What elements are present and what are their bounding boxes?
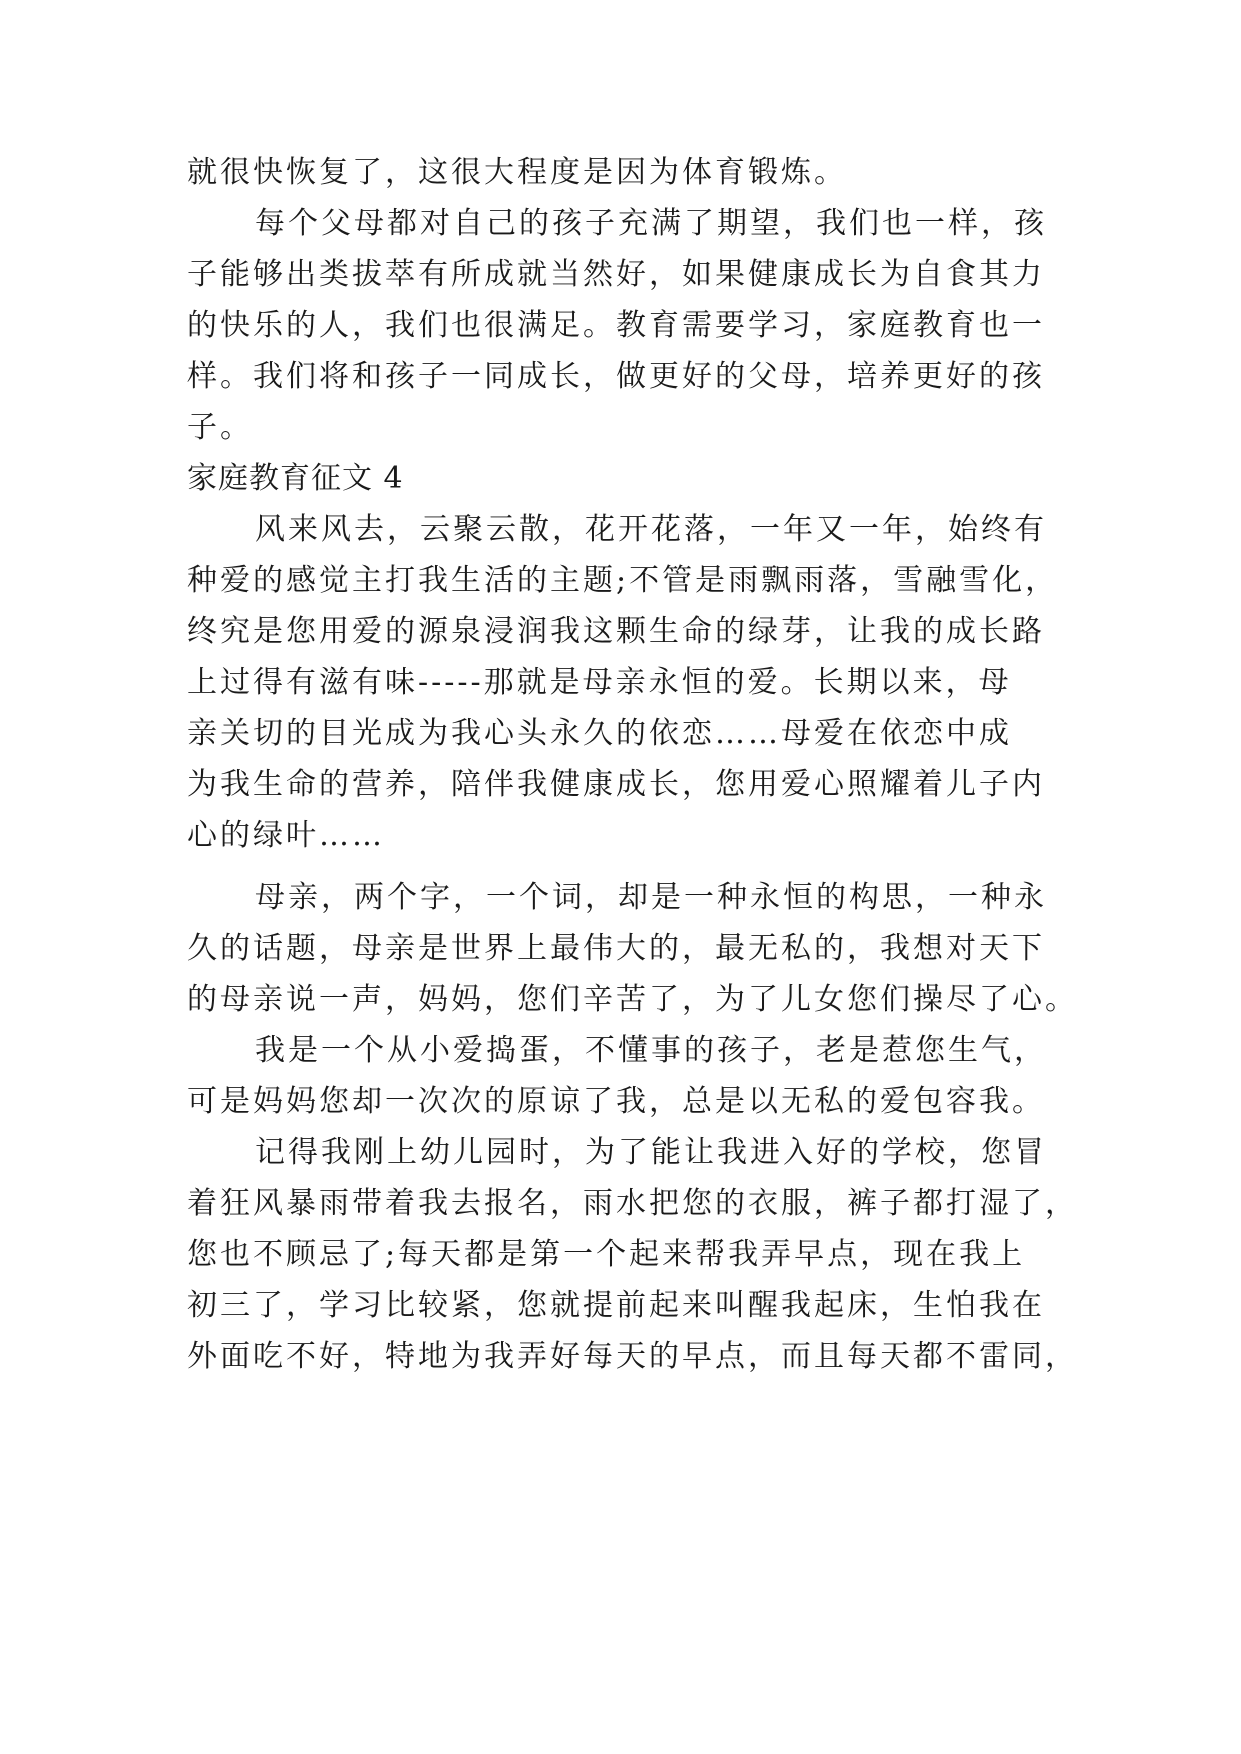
text-line: 外面吃不好，特地为我弄好每天的早点，而且每天都不雷同， — [187, 1339, 1078, 1374]
text-line: 的母亲说一声，妈妈，您们辛苦了，为了儿女您们操尽了心。 — [187, 982, 1078, 1017]
text-line: 亲关切的目光成为我心头永久的依恋……母爱在依恋中成 — [187, 716, 1012, 751]
paragraph-first-line: 记得我刚上幼儿园时，为了能让我进入好的学校，您冒 — [255, 1135, 1047, 1170]
text-line: 种爱的感觉主打我生活的主题;不管是雨飘雨落，雪融雪化， — [187, 563, 1059, 598]
section-heading: 家庭教育征文 4 — [187, 461, 404, 496]
text-line: 子。 — [187, 410, 253, 445]
text-line: 子能够出类拔萃有所成就当然好，如果健康成长为自食其力 — [187, 257, 1045, 292]
paragraph-first-line: 风来风去，云聚云散，花开花落，一年又一年，始终有 — [255, 512, 1047, 547]
text-line: 终究是您用爱的源泉浸润我这颗生命的绿芽，让我的成长路 — [187, 614, 1045, 649]
paragraph-first-line: 母亲，两个字，一个词，却是一种永恒的构思，一种永 — [255, 880, 1047, 915]
text-line: 就很快恢复了，这很大程度是因为体育锻炼。 — [187, 155, 847, 190]
text-line: 的快乐的人，我们也很满足。教育需要学习，家庭教育也一 — [187, 308, 1045, 343]
text-line: 初三了，学习比较紧，您就提前起来叫醒我起床，生怕我在 — [187, 1288, 1045, 1323]
text-line: 样。我们将和孩子一同成长，做更好的父母，培养更好的孩 — [187, 359, 1045, 394]
text-line: 上过得有滋有味-----那就是母亲永恒的爱。长期以来，母 — [187, 665, 1012, 700]
paragraph-first-line: 每个父母都对自己的孩子充满了期望，我们也一样，孩 — [255, 206, 1047, 241]
text-line: 着狂风暴雨带着我去报名，雨水把您的衣服，裤子都打湿了， — [187, 1186, 1078, 1221]
text-line: 为我生命的营养，陪伴我健康成长，您用爱心照耀着儿子内 — [187, 767, 1045, 802]
paragraph-first-line: 我是一个从小爱捣蛋，不懂事的孩子，老是惹您生气， — [255, 1033, 1047, 1068]
text-line: 久的话题，母亲是世界上最伟大的，最无私的，我想对天下 — [187, 931, 1045, 966]
text-line: 您也不顾忌了;每天都是第一个起来帮我弄早点，现在我上 — [187, 1237, 1026, 1272]
text-line: 可是妈妈您却一次次的原谅了我，总是以无私的爱包容我。 — [187, 1084, 1045, 1119]
text-line: 心的绿叶…… — [187, 818, 385, 853]
